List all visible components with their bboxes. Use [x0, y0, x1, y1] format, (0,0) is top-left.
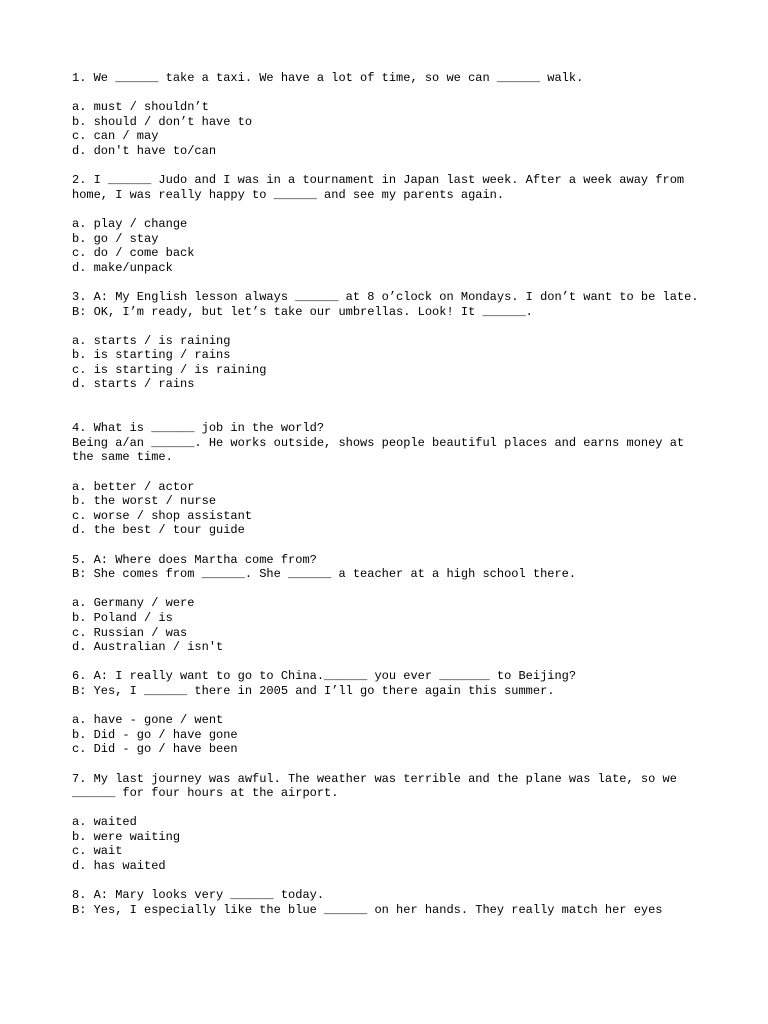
option-c: c. worse / shop assistant	[72, 508, 253, 523]
question-3-options	[72, 334, 712, 392]
question-1-options	[72, 100, 712, 158]
question-7	[72, 772, 712, 801]
question-6-options	[72, 713, 712, 757]
question-8	[72, 888, 712, 917]
question-text: 3. A: My English lesson always ______ at 8 o’clock on Mondays. I don’t want to be late.	[72, 289, 699, 304]
question-text: 6. A: I really want to go to China.______ you ever _______ to Beijing?	[72, 669, 577, 684]
option-d: d. don't have to/can	[72, 143, 217, 158]
question-1	[72, 71, 712, 86]
option-a: a. have - gone / went	[72, 713, 224, 728]
question-4	[72, 421, 712, 465]
question-7-options	[72, 815, 712, 873]
option-b: b. Did - go / have gone	[72, 727, 238, 742]
option-a: a. starts / is raining	[72, 333, 231, 348]
question-text: B: Yes, I ______ there in 2005 and I’ll go there again this summer.	[72, 683, 555, 698]
question-3	[72, 290, 712, 319]
question-2-options	[72, 217, 712, 275]
question-text: 5. A: Where does Martha come from?	[72, 552, 317, 567]
question-text: B: OK, I’m ready, but let’s take our umbrellas. Look! It ______.	[72, 304, 533, 319]
question-4-options	[72, 480, 712, 538]
question-text: 8. A: Mary looks very ______ today.	[72, 888, 325, 903]
option-b: b. were waiting	[72, 829, 181, 844]
question-5	[72, 553, 712, 582]
option-c: c. can / may	[72, 129, 159, 144]
question-text: Being a/an ______. He works outside, shows people beautiful places and earns money at the same time.	[72, 435, 692, 465]
option-a: a. Germany / were	[72, 596, 195, 611]
option-b: b. Poland / is	[72, 610, 173, 625]
question-5-options	[72, 596, 712, 654]
option-a: a. play / change	[72, 216, 188, 231]
question-text: B: Yes, I especially like the blue ______ on her hands. They really match her eyes	[72, 902, 663, 917]
option-c: c. wait	[72, 844, 123, 859]
question-2	[72, 173, 712, 202]
question-text: 7. My last journey was awful. The weather was terrible and the plane was late, so we ______ for four hours at the airport.	[72, 771, 685, 801]
option-b: b. go / stay	[72, 231, 159, 246]
option-b: b. should / don’t have to	[72, 114, 253, 129]
question-text: 4. What is ______ job in the world?	[72, 421, 325, 436]
option-a: a. better / actor	[72, 479, 195, 494]
option-d: d. starts / rains	[72, 377, 195, 392]
question-text: 1. We ______ take a taxi. We have a lot of time, so we can ______ walk.	[72, 71, 584, 85]
option-c: c. is starting / is raining	[72, 362, 267, 377]
option-a: a. waited	[72, 815, 137, 830]
option-d: d. Australian / isn't	[72, 640, 224, 655]
option-c: c. Did - go / have been	[72, 742, 238, 757]
option-d: d. make/unpack	[72, 260, 173, 275]
option-c: c. Russian / was	[72, 625, 188, 640]
question-text: 2. I ______ Judo and I was in a tournament in Japan last week. After a week away from home, I was really happy to ______ and see my parents again.	[72, 173, 692, 202]
option-b: b. is starting / rains	[72, 348, 231, 363]
question-text: B: She comes from ______. She ______ a teacher at a high school there.	[72, 567, 577, 582]
question-6	[72, 669, 712, 698]
option-d: d. has waited	[72, 859, 166, 874]
option-c: c. do / come back	[72, 246, 195, 261]
option-d: d. the best / tour guide	[72, 523, 245, 538]
option-b: b. the worst / nurse	[72, 494, 217, 509]
worksheet	[72, 71, 712, 932]
option-a: a. must / shouldn’t	[72, 100, 209, 115]
